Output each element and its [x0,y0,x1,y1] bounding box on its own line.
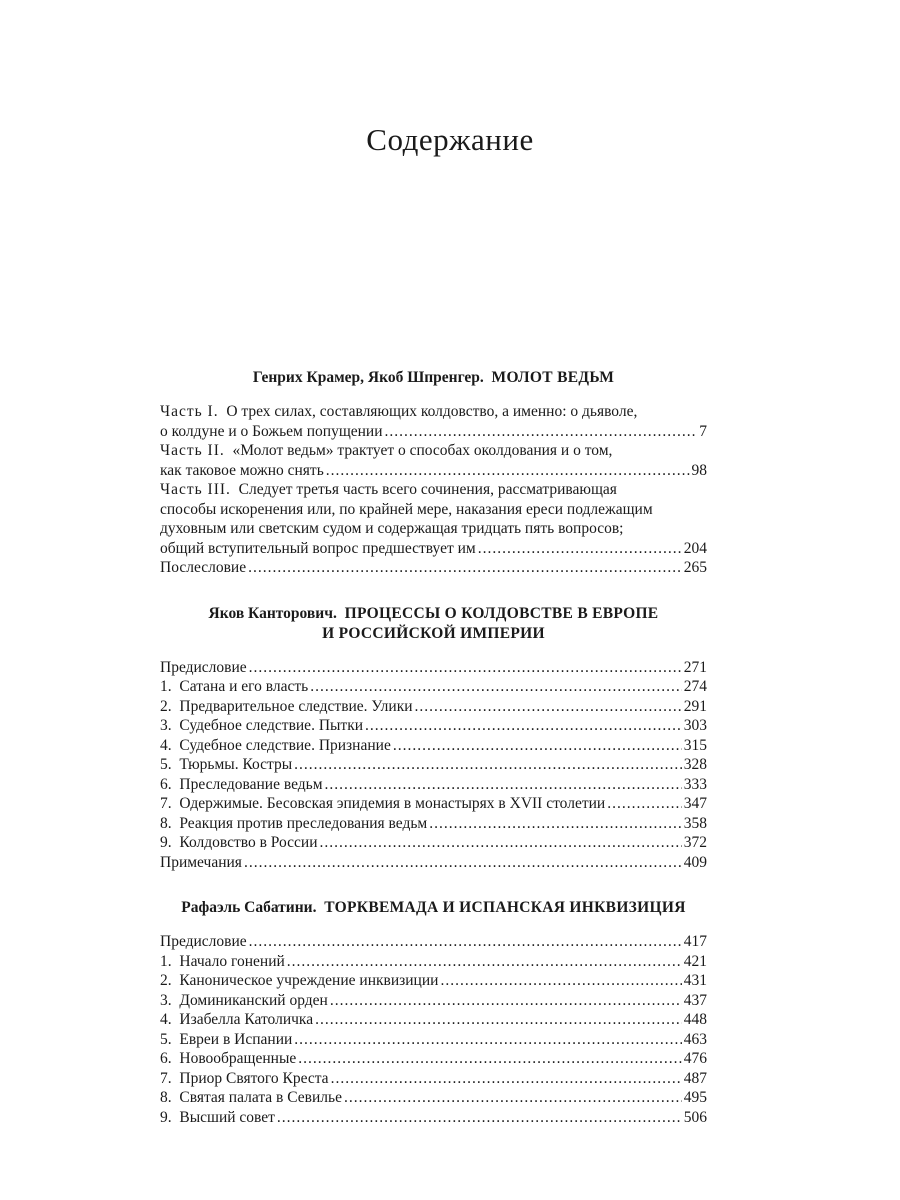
dot-leader [298,1049,682,1069]
toc-page-number: 487 [683,1069,707,1087]
page-title: Содержание [366,122,534,157]
toc-entry-title: 7. Одержимые. Бесовская эпидемия в монастырях в XVII столетии [160,795,606,812]
toc-entry[interactable] [160,658,707,678]
dot-leader [287,952,682,972]
toc-entry-title: 9. Колдовство в России [160,834,318,851]
dot-leader [320,833,682,853]
toc-entry[interactable] [160,755,707,775]
dot-leader [249,658,682,678]
dot-leader [330,991,682,1011]
toc-page-number: 495 [683,1089,707,1106]
toc-entry-line [160,441,707,461]
dot-leader [244,853,682,873]
toc-entry[interactable] [160,1030,707,1050]
dot-leader [429,814,682,834]
dot-leader [415,697,682,717]
section-work-title-line2: И РОССИЙСКОЙ ИМПЕРИИ [322,624,545,642]
section-heading [160,604,707,644]
dot-leader [326,461,690,481]
toc-entry[interactable] [160,461,707,481]
section-author: Рафаэль Сабатини. [181,899,317,916]
dot-leader [385,422,698,442]
toc-entry[interactable] [160,1069,707,1089]
toc-entry-title: 6. Преследование ведьм [160,775,323,793]
toc-entry-text: Следует третья часть всего сочинения, рассматривающая [238,481,617,498]
toc-entry-line [160,480,707,500]
toc-page-number: 347 [683,795,707,812]
toc-entry[interactable] [160,971,707,991]
toc-entry-title: 4. Судебное следствие. Признание [160,736,391,754]
toc-page-number: 421 [683,952,707,970]
toc-entry[interactable] [160,932,707,952]
section-work-title: ТОРКВЕМАДА И ИСПАНСКАЯ ИНКВИЗИЦИЯ [324,899,686,916]
toc-page-number: 448 [683,1011,707,1028]
toc-entry-title: 8. Реакция против преследования ведьм [160,814,428,832]
toc-page-number: 476 [683,1050,707,1067]
section-author: Яков Канторович. [208,604,337,622]
toc-entry-title: как таковое можно снять [160,461,324,479]
toc-entry[interactable] [160,814,707,834]
toc-entry-title: 7. Приор Святого Креста [160,1069,329,1087]
section-work-title: МОЛОТ ВЕДЬМ [491,369,615,386]
dot-leader [607,794,682,814]
dot-leader [365,716,682,736]
toc-entry[interactable] [160,716,707,736]
toc-entry-title: 5. Евреи в Испании [160,1030,293,1048]
toc-entry-title: 5. Тюрьмы. Костры [160,756,293,773]
toc-entry-title: 3. Доминиканский орден [160,991,328,1009]
toc-page-number: 431 [683,972,707,989]
section-author: Генрих Крамер, Якоб Шпренгер. [252,369,484,386]
dot-leader [294,755,682,775]
section-heading [160,898,707,918]
part-label: Часть II. [160,442,225,459]
toc-entry[interactable] [160,1010,707,1030]
toc-page-number: 291 [683,697,707,715]
toc-page-number: 437 [683,991,707,1009]
toc-page-number: 409 [683,853,707,871]
toc-entry-title: 4. Изабелла Католичка [160,1011,314,1028]
toc-entry-title: 2. Предварительное следствие. Улики [160,697,413,715]
toc-entry[interactable] [160,833,707,853]
dot-leader [344,1088,682,1108]
dot-leader [315,1010,682,1030]
dot-leader [440,971,681,991]
toc-page-number: 98 [691,461,707,479]
toc-entry-title: Предисловие [160,658,247,676]
toc-entry-title: Примечания [160,853,242,871]
part-label: Часть III. [160,481,231,498]
toc-page-number: 274 [683,678,707,695]
toc-page-number: 328 [683,756,707,773]
dot-leader [277,1108,682,1128]
dot-leader [294,1030,681,1050]
part-label: Часть I. [160,403,219,420]
section-heading [160,368,707,388]
toc-entry[interactable] [160,853,707,873]
toc-entry-title: 9. Высший совет [160,1108,275,1126]
dot-leader [248,558,682,578]
toc-entry-title: Послесловие [160,559,247,576]
toc-entry[interactable] [160,1049,707,1069]
toc-entry-title: 2. Каноническое учреждение инквизиции [160,972,439,989]
table-of-contents [160,368,707,1127]
toc-page-number: 417 [683,933,707,950]
toc-page-number: 463 [683,1030,707,1048]
toc-entry-text: О трех силах, составляющих колдовство, а именно: о дьяволе, [226,403,638,420]
toc-entry-title: 8. Святая палата в Севилье [160,1089,342,1106]
toc-entry-line [160,402,707,422]
toc-entry-title: 3. Судебное следствие. Пытки [160,717,364,734]
dot-leader [325,775,682,795]
toc-entry-title: 1. Сатана и его власть [160,678,309,695]
toc-page-number: 303 [683,717,707,734]
section-work-title: ПРОЦЕССЫ О КОЛДОВСТВЕ В ЕВРОПЕ [344,604,659,622]
dot-leader [249,932,682,952]
toc-entry[interactable] [160,952,707,972]
toc-page-number: 358 [683,814,707,832]
toc-entry[interactable] [160,991,707,1011]
dot-leader [310,677,682,697]
dot-leader [478,539,682,559]
toc-entry-title: 6. Новообращенные [160,1050,297,1067]
toc-entry[interactable] [160,677,707,697]
toc-page-number: 372 [683,834,707,851]
toc-entry[interactable] [160,736,707,756]
toc-entry-line: духовным или светским судом и содержащая тридцать пять вопросов; [160,520,624,537]
toc-entry[interactable] [160,1088,707,1108]
toc-entry[interactable] [160,558,707,578]
toc-entry-title: Предисловие [160,933,247,950]
toc-page-number: 506 [683,1108,707,1126]
toc-page-number: 271 [683,658,707,676]
toc-page-number: 333 [683,775,707,793]
toc-entry[interactable] [160,697,707,717]
toc-entry[interactable] [160,794,707,814]
toc-page-number: 265 [683,559,707,576]
toc-entry[interactable] [160,539,707,559]
toc-entry-title: общий вступительный вопрос предшествует им [160,539,476,557]
toc-entry-line: способы искоренения или, по крайней мере, наказания ереси подлежащим [160,500,653,518]
toc-entry[interactable] [160,775,707,795]
toc-entry-text: «Молот ведьм» трактует о способах околдования и о том, [232,442,613,459]
dot-leader [331,1069,682,1089]
toc-entry-title: 1. Начало гонений [160,952,285,970]
toc-page-number: 204 [683,539,707,557]
toc-page-number: 7 [699,422,707,440]
toc-page-number: 315 [683,736,707,754]
toc-entry[interactable] [160,422,707,442]
dot-leader [393,736,682,756]
toc-entry[interactable] [160,1108,707,1128]
toc-entry-title: о колдуне и о Божьем попущении [160,422,383,440]
